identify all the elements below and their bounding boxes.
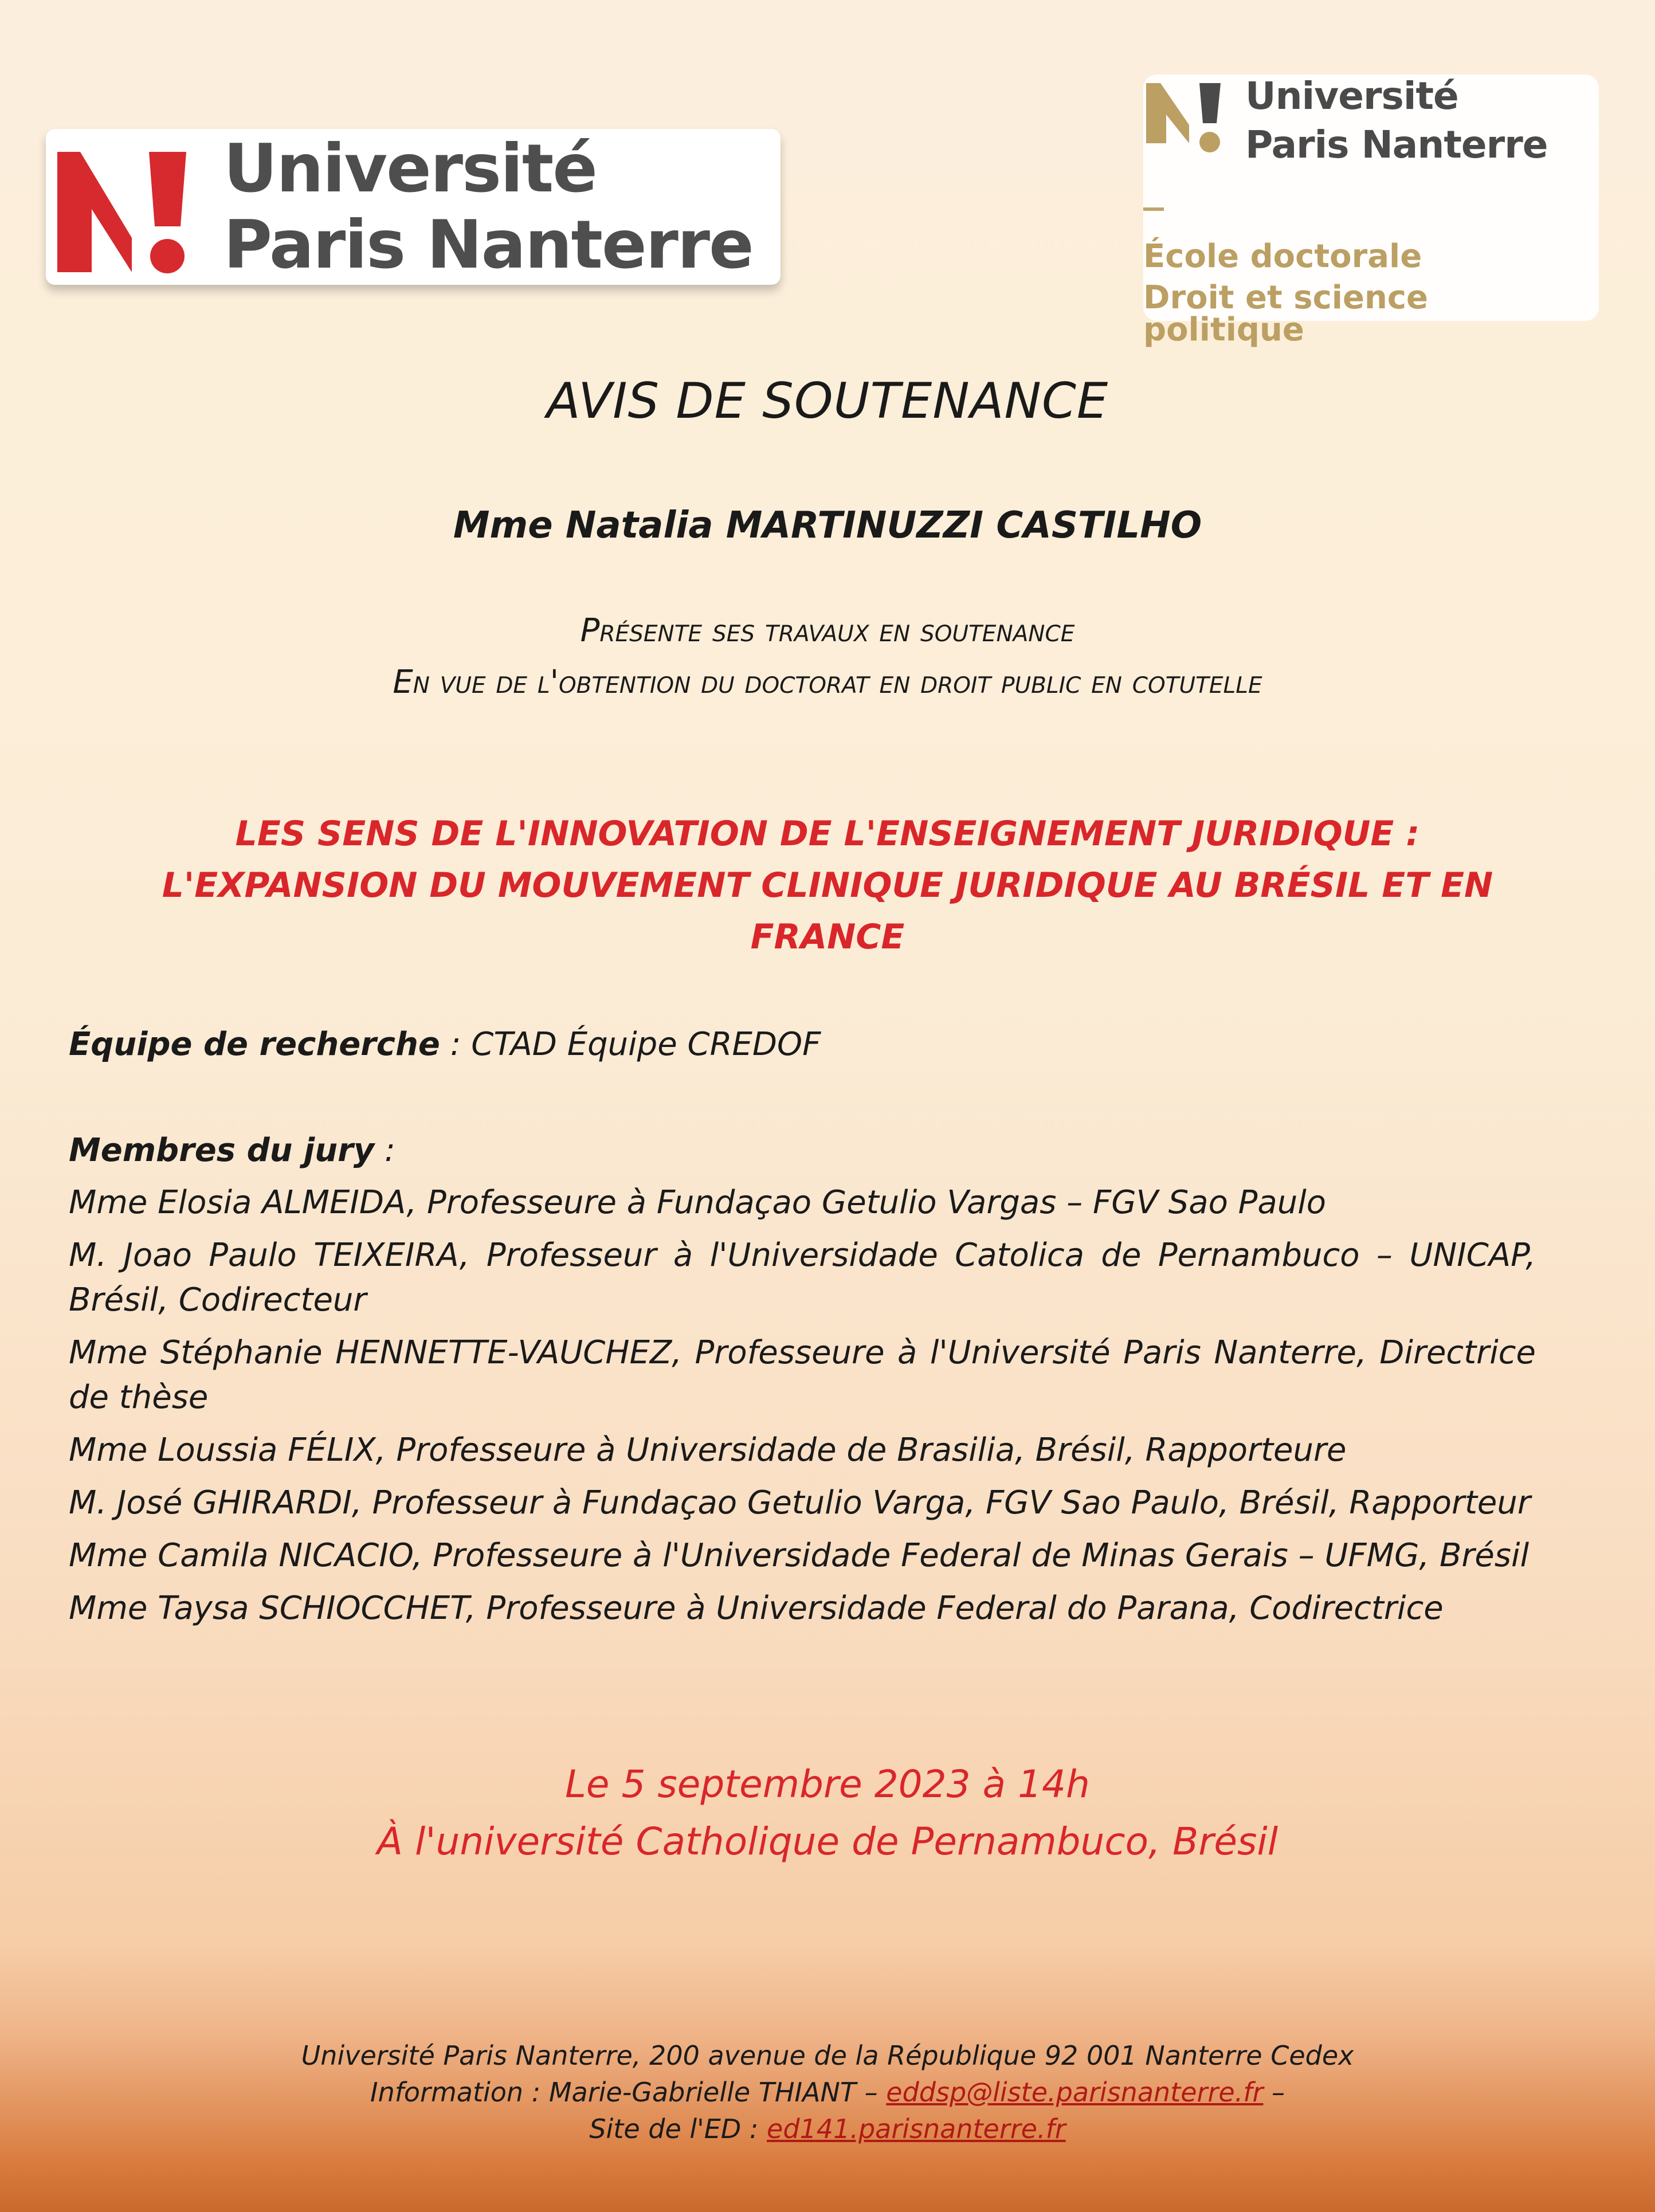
university-n-gold-logo-icon (1143, 74, 1229, 172)
jury-member: Mme Stéphanie HENNETTE-VAUCHEZ, Professeure à l'Université Paris Nanterre, Directrice de thèse (69, 1334, 1536, 1416)
presentation-line-2: En vue de l'obtention du doctorat en droit public en cotutelle (393, 664, 1262, 701)
footer-site (0, 2111, 1655, 2147)
university-n-logo-icon (46, 129, 201, 285)
doctoral-school-name-line1: École doctorale (1143, 238, 1422, 275)
jury-list (69, 1180, 1536, 1639)
doctoral-school-logo (1143, 74, 1599, 348)
university-logo-left (46, 129, 781, 285)
jury-member: Mme Camila NICACIO, Professeure à l'Universidade Federal de Minas Gerais – UFMG, Brésil (69, 1537, 1529, 1574)
jury-member: M. José GHIRARDI, Professeur à Fundaçao Getulio Varga, FGV Sao Paulo, Brésil, Rapporteur (69, 1484, 1531, 1521)
defense-location: À l'université Catholique de Pernambuco, Brésil (377, 1819, 1278, 1864)
research-team-value: : CTAD Équipe CREDOF (440, 1026, 821, 1063)
defense-date: Le 5 septembre 2023 à 14h (565, 1762, 1090, 1806)
thesis-title-line-1: LES SENS DE L'INNOVATION DE L'ENSEIGNEMENT JURIDIQUE : (235, 814, 1420, 854)
logo-right-line2: Paris Nanterre (1245, 123, 1548, 167)
research-team (69, 1026, 1536, 1063)
footer-address: Université Paris Nanterre, 200 avenue de la République 92 001 Nanterre Cedex (301, 2040, 1354, 2071)
jury-heading (69, 1132, 1536, 1169)
thesis-title-line-2: L'EXPANSION DU MOUVEMENT CLINIQUE JURIDIQUE AU BRÉSIL ET EN (162, 865, 1493, 905)
jury-member: Mme Loussia FÉLIX, Professeure à Universidade de Brasilia, Brésil, Rapporteure (69, 1431, 1347, 1469)
logo-left-line1: Université (223, 130, 597, 207)
presentation-line-1: Présente ses travaux en soutenance (580, 612, 1075, 649)
jury-member: Mme Taysa SCHIOCCHET, Professeure à Universidade Federal do Parana, Codirectrice (69, 1590, 1444, 1627)
logo-right-line1: Université (1245, 74, 1458, 118)
doctoral-school-site-link[interactable]: ed141.parisnanterre.fr (767, 2113, 1066, 2144)
footer-site-prefix: Site de l'ED : (589, 2113, 767, 2144)
thesis-title (0, 808, 1655, 963)
research-team-label: Équipe de recherche (69, 1026, 440, 1063)
jury-member: M. Joao Paulo TEIXEIRA, Professeur à l'Universidade Catolica de Pernambuco – UNICAP, Brésil, Codirecteur (69, 1237, 1536, 1319)
page-title: AVIS DE SOUTENANCE (546, 372, 1109, 430)
footer-information (0, 2074, 1655, 2111)
logo-divider (1143, 207, 1164, 211)
logo-left-line2: Paris Nanterre (223, 206, 753, 284)
jury-label-suffix: : (374, 1132, 395, 1169)
thesis-title-line-3: FRANCE (750, 917, 905, 957)
jury-member: Mme Elosia ALMEIDA, Professeure à Fundaçao Getulio Vargas – FGV Sao Paulo (69, 1184, 1327, 1221)
footer-info-prefix: Information : Marie-Gabrielle THIANT – (370, 2077, 887, 2108)
jury-label: Membres du jury (69, 1132, 375, 1169)
candidate-name: Mme Natalia MARTINUZZI CASTILHO (453, 504, 1202, 547)
contact-email-link[interactable]: eddsp@liste.parisnanterre.fr (886, 2077, 1264, 2108)
doctoral-school-name-line2: Droit et science politique (1143, 279, 1429, 348)
footer-info-suffix: – (1263, 2077, 1285, 2108)
